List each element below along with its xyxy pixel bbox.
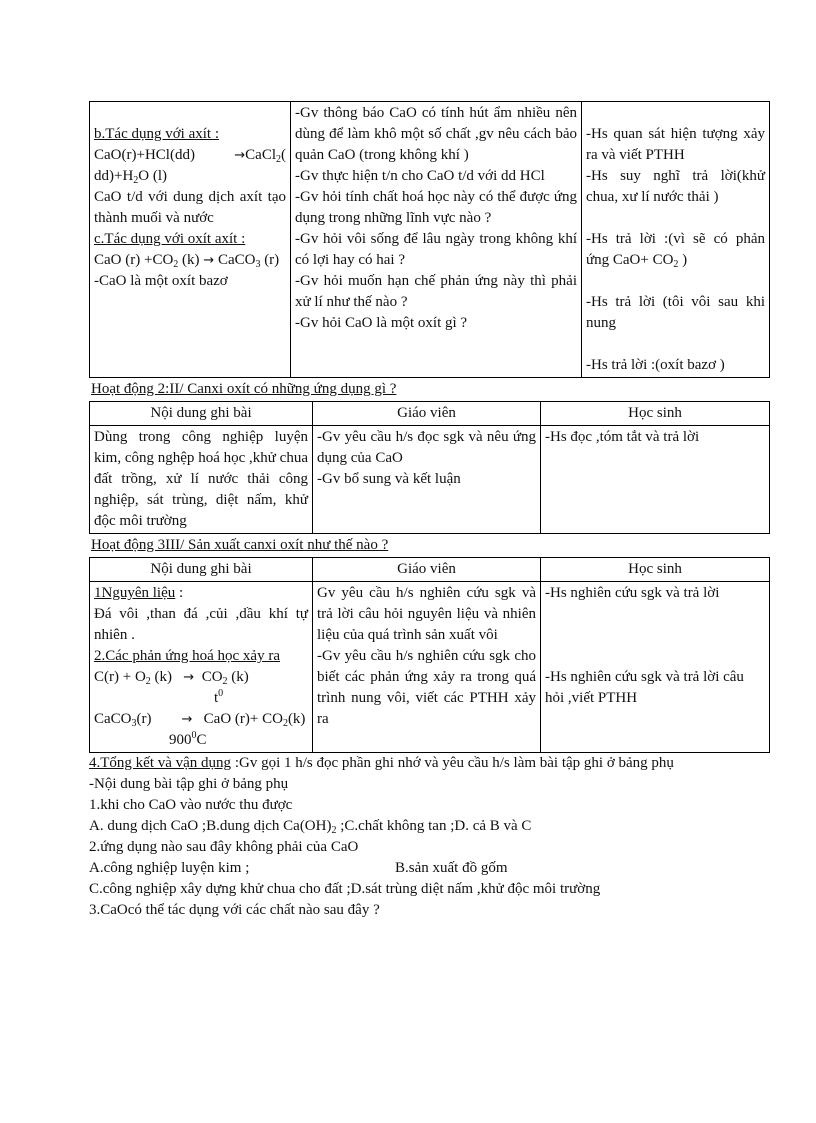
arrow-icon: →	[203, 253, 215, 268]
table-row	[90, 426, 770, 534]
column-header: Nội dung ghi bài	[90, 402, 313, 426]
content-cell	[90, 102, 291, 378]
student-item: -Hs trả lời (tôi vôi sau khi nung	[586, 294, 765, 331]
teacher-item: -Gv thông báo CaO có tính hút ẩm nhiều nên dùng để làm khô một số chất ,gv nêu cách bảo quản CaO (trong không khí )	[295, 105, 577, 163]
exercise-intro: -Nội dung bài tập ghi ở bảng phụ	[89, 776, 289, 792]
summary-title: 4.Tổng kết và vận dụng :Gv gọi 1 h/s đọc phần ghi nhớ và yêu cầu h/s làm bài tập ghi ở bảng phụ	[89, 755, 674, 771]
content-cell	[90, 582, 313, 753]
teacher-item: -Gv thực hiện t/n cho CaO t/d với dd HCl	[295, 168, 545, 184]
student-item: -Hs suy nghĩ trả lời(khử chua, xư lí nước thải )	[586, 168, 765, 205]
teacher-item: -Gv yêu cầu h/s nghiên cứu sgk cho biết các phản ứng xảy ra trong quá trình nung vôi, viết các PTHH xảy ra	[317, 648, 536, 727]
equation-hcl: CaO(r)+HCl(dd) →CaCl$_2$( $dd)+H_2O$ (l)	[94, 147, 286, 186]
question-2: 2.ứng dụng nào sau đây không phải của CaO	[89, 839, 359, 855]
student-cell: -Hs đọc ,tóm tắt và trả lời	[541, 426, 770, 534]
section-c-heading: c.Tác dụng với oxít axít :	[94, 231, 246, 247]
student-item: -Hs nghiên cứu sgk và trả lời	[545, 585, 720, 601]
student-item: -Hs trả lời :(oxít bazơ )	[586, 357, 725, 373]
column-header: Học sinh	[541, 558, 770, 582]
teacher-item: Gv yêu cầu h/s nghiên cứu sgk và trả lời câu hỏi nguyên liệu và nhiên liệu của quá trình sản xuất vôi	[317, 585, 536, 643]
note-basic-oxide: -CaO là một oxít bazơ	[94, 273, 228, 289]
table-header-row	[90, 558, 770, 582]
column-header: Giáo viên	[313, 558, 541, 582]
table-row	[90, 582, 770, 753]
column-header: Giáo viên	[313, 402, 541, 426]
column-header: Học sinh	[541, 402, 770, 426]
teacher-item: -Gv hỏi CaO là một oxít gì ?	[295, 315, 468, 331]
arrow-icon: →	[234, 148, 246, 163]
arrow-icon: →	[181, 712, 193, 727]
arrow-icon: →	[183, 670, 195, 685]
student-cell	[541, 582, 770, 753]
reactions-heading: 2.Các phản ứng hoá học xảy ra	[94, 648, 280, 664]
section-3-title: Hoạt động 3III/ Sản xuất canxi oxít như thế nào ?	[91, 537, 389, 553]
section-b-heading: b.Tác dụng với axít :	[94, 126, 219, 142]
summary-section	[89, 753, 769, 921]
question-1-options: A. dung dịch CaO ;B.dung dịch $Ca(OH)_2$ ;C.chất không tan ;D. cả B và C	[89, 818, 532, 836]
question-1: 1.khi cho CaO vào nước thu được	[89, 797, 293, 813]
teacher-item: -Gv bổ sung và kết luận	[317, 471, 461, 487]
teacher-item: -Gv hỏi vôi sống để lâu ngày trong không khí có lợi hay có hai ?	[295, 231, 577, 268]
question-3: 3.CaOcó thể tác dụng với các chất nào sau đây ?	[89, 902, 380, 918]
teacher-cell	[313, 582, 541, 753]
reaction-2-condition: $900^0C$	[169, 730, 207, 748]
teacher-cell	[291, 102, 582, 378]
teacher-item: -Gv hỏi tính chất hoá học này có thể được ứng dụng trong những lĩnh vực nào ?	[295, 189, 577, 226]
reaction-2: CaCO$_3$(r) → CaO $(r)+ CO_2(k)$	[94, 711, 306, 729]
teacher-item: -Gv yêu cầu h/s đọc sgk và nêu ứng dụng của CaO	[317, 429, 536, 466]
raw-materials-heading: 1Nguyên liệu :	[94, 585, 184, 601]
teacher-cell	[313, 426, 541, 534]
question-2-options-cd: C.công nghiệp xây dựng khử chua cho đất ;D.sát trùng diệt nấm ,khử độc môi trường	[89, 881, 601, 897]
question-2-options-ab: A.công nghiệp luyện kim ; B.sản xuất đồ gốm	[89, 860, 508, 876]
content-cell: Dùng trong công nghiệp luyện kim, công nghệp hoá học ,khử chua đất trồng, xử lí nước thải công nghiệp, sát trùng, diệt nấm, khử độc môi trường	[90, 426, 313, 534]
table-header-row	[90, 402, 770, 426]
student-item: -Hs trả lời :(vì sẽ có phản ứng $CaO+ CO_2$ )	[586, 231, 765, 270]
student-cell	[582, 102, 770, 378]
table-applications	[89, 401, 770, 534]
table-row	[90, 102, 770, 378]
reaction-1-condition: $t^0$	[214, 688, 224, 706]
table-chemical-properties	[89, 101, 770, 378]
equation-co2: CaO $(r) +CO_2$ (k) → CaCO$_3$ (r)	[94, 252, 280, 270]
section-2-title: Hoạt động 2:II/ Canxi oxít có những ứng dụng gì ?	[91, 381, 397, 397]
column-header: Nội dung ghi bài	[90, 558, 313, 582]
reaction-1: $C(r) + O_2$ (k) → $CO_2$ (k)	[94, 669, 249, 687]
student-item: -Hs quan sát hiện tượng xảy ra và viết PTHH	[586, 126, 765, 163]
document-page	[89, 101, 769, 921]
note-acid: CaO t/d với dung dịch axít tạo thành muối và nước	[94, 189, 286, 226]
table-production	[89, 557, 770, 753]
student-item: -Hs nghiên cứu sgk và trả lời câu hỏi ,viết PTHH	[545, 669, 744, 706]
raw-materials-text: Đá vôi ,than đá ,củi ,dầu khí tự nhiên .	[94, 606, 308, 643]
teacher-item: -Gv hỏi muốn hạn chế phản ứng này thì phải xử lí như thế nào ?	[295, 273, 577, 310]
